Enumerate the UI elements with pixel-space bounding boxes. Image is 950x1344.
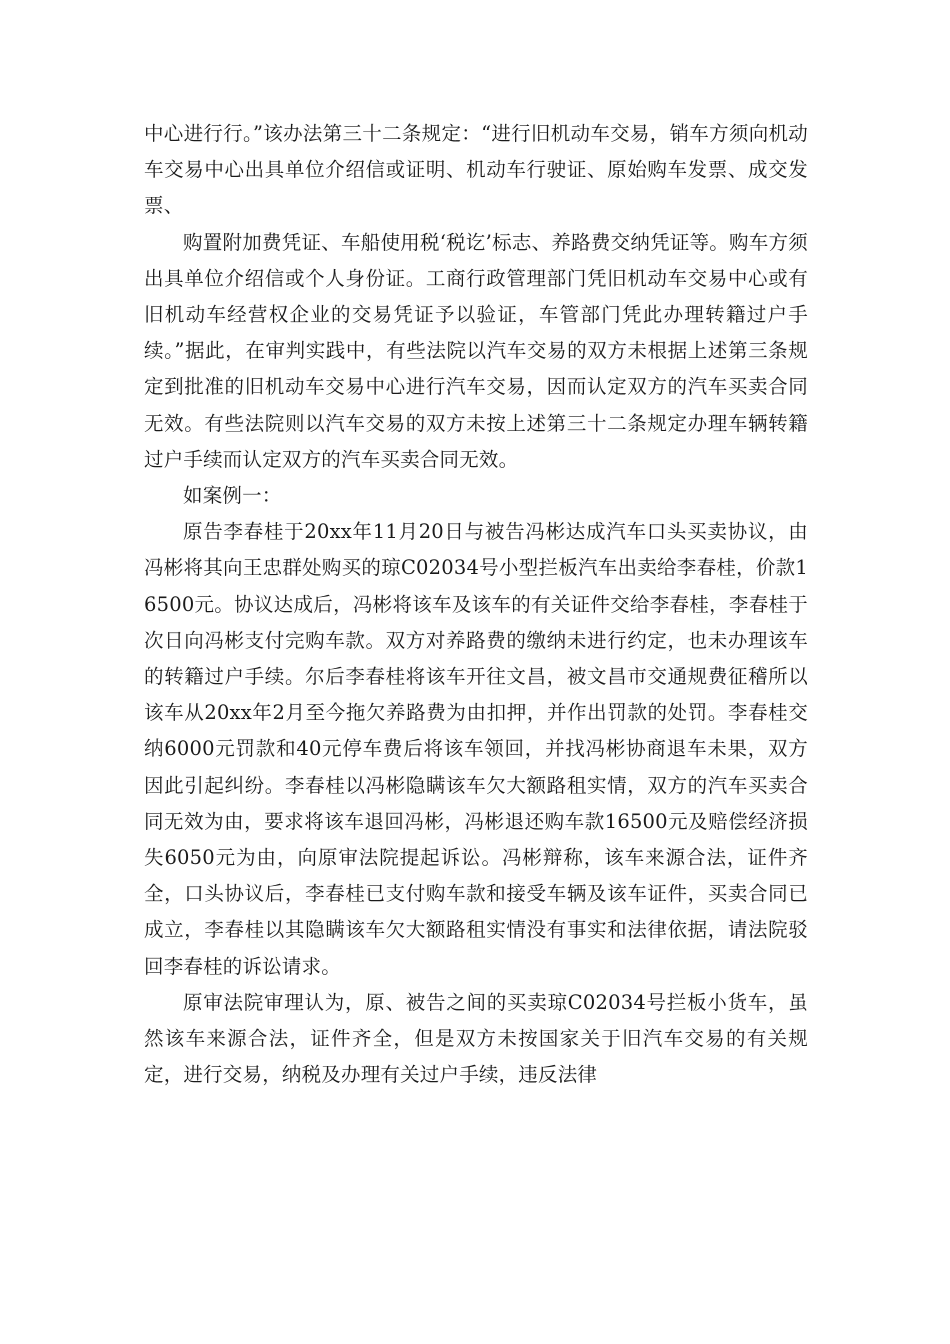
paragraph-2: 购置附加费凭证、车船使用税‘税讫’标志、养路费交纳凭证等。购车方须出具单位介绍信或个人身份证。工商行政管理部门凭旧机动车交易中心或有旧机动车经营权企业的交易凭证予以验证，车管部门凭此办理转籍过户手续。”据此，在审判实践中，有些法院以汽车交易的双方未根据上述第三条规定到批准的旧机动车交易中心进行汽车交易，因而认定双方的汽车买卖合同无效。有些法院则以汽车交易的双方未按上述第三十二条规定办理车辆转籍过户手续而认定双方的汽车买卖合同无效。	[144, 230, 808, 471]
paragraph-1: 中心进行行。”该办法第三十二条规定：“进行旧机动车交易，销车方须向机动车交易中心出具单位介绍信或证明、机动车行驶证、原始购车发票、成交发票、	[144, 122, 808, 218]
paragraph-5: 原审法院审理认为，原、被告之间的买卖琼C02034号拦板小货车，虽然该车来源合法，证件齐全，但是双方未按国家关于旧汽车交易的有关规定，进行交易，纳税及办理有关过户手续，违反法律	[144, 990, 808, 1087]
paragraph-3: 如案例一：	[183, 484, 282, 508]
paragraph-4: 原告李春桂于20xx年11月20日与被告冯彬达成汽车口头买卖协议，由冯彬将其向王忠群处购买的琼C02034号小型拦板汽车出卖给李春桂，价款16500元。协议达成后，冯彬将该车及该车的有关证件交给李春桂，李春桂于次日向冯彬支付完购车款。双方对养路费的缴纳未进行约定，也未办理该车的转籍过户手续。尔后李春桂将该车开往文昌，被文昌市交通规费征稽所以该车从20xx年2月至今拖欠养路费为由扣押，并作出罚款的处罚。李春桂交纳6000元罚款和40元停车费后将该车领回，并找冯彬协商退车未果，双方因此引起纠纷。李春桂以冯彬隐瞒该车欠大额路租实情，双方的汽车买卖合同无效为由，要求将该车退回冯彬，冯彬退还购车款16500元及赔偿经济损失6050元为由，向原审法院提起诉讼。冯彬辩称，该车来源合法，证件齐全，口头协议后，李春桂已支付购车款和接受车辆及该车证件，买卖合同已成立，李春桂以其隐瞒该车欠大额路租实情没有事实和法律依据，请法院驳回李春桂的诉讼请求。	[144, 520, 808, 978]
document-body	[144, 116, 808, 1093]
